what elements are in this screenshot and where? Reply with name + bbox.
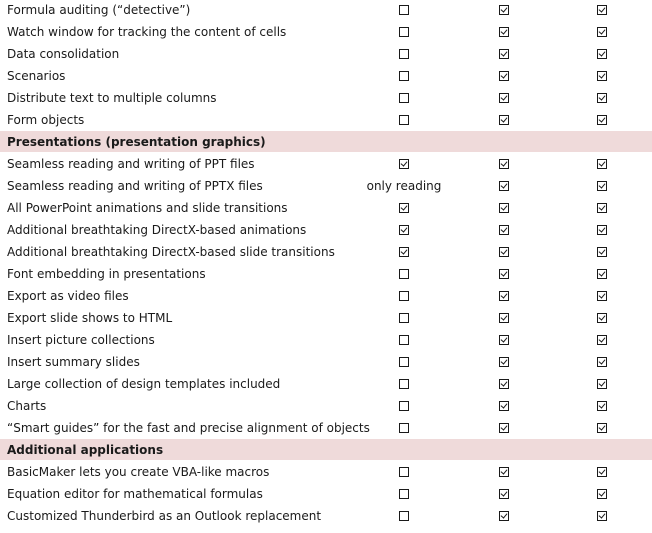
checked-box-icon [499,225,509,235]
unchecked-box-icon [399,71,409,81]
edition-standard-cell [352,395,456,417]
checked-box-icon [499,511,509,521]
checked-box-icon [499,93,509,103]
feature-row [0,197,652,219]
checked-box-icon [597,115,607,125]
edition-professional-cell [456,395,552,417]
feature-row [0,505,652,527]
edition-professional-cell [456,373,552,395]
edition-professional-cell [456,175,552,197]
edition-premium-cell [552,351,652,373]
checked-box-icon [597,379,607,389]
checked-box-icon [597,467,607,477]
edition-professional-cell [456,87,552,109]
checked-box-icon [597,203,607,213]
checked-box-icon [597,291,607,301]
feature-row [0,373,652,395]
edition-professional-cell [456,43,552,65]
edition-standard-cell [352,87,456,109]
checked-box-icon [399,247,409,257]
unchecked-box-icon [399,269,409,279]
feature-label: Large collection of design templates included [0,373,352,395]
unchecked-box-icon [399,401,409,411]
checked-box-icon [597,489,607,499]
checked-box-icon [499,71,509,81]
section-title: Presentations (presentation graphics) [0,131,652,153]
checked-box-icon [399,159,409,169]
edition-premium-cell [552,87,652,109]
feature-label: Additional breathtaking DirectX-based slide transitions [0,241,352,263]
feature-label: Export slide shows to HTML [0,307,352,329]
edition-premium-cell [552,43,652,65]
edition-standard-cell [352,109,456,131]
feature-label: Charts [0,395,352,417]
edition-professional-cell [456,153,552,175]
edition-professional-cell [456,307,552,329]
edition-standard-cell [352,351,456,373]
checked-box-icon [597,93,607,103]
edition-professional-cell [456,0,552,21]
checked-box-icon [399,225,409,235]
checked-box-icon [597,49,607,59]
edition-professional-cell [456,329,552,351]
feature-label: Seamless reading and writing of PPT files [0,153,352,175]
edition-standard-cell [352,505,456,527]
checked-box-icon [499,467,509,477]
feature-row [0,65,652,87]
feature-row [0,219,652,241]
checked-box-icon [597,5,607,15]
checked-box-icon [597,423,607,433]
checked-box-icon [499,115,509,125]
checked-box-icon [499,489,509,499]
checked-box-icon [499,49,509,59]
unchecked-box-icon [399,27,409,37]
feature-row [0,241,652,263]
feature-label: Data consolidation [0,43,352,65]
edition-professional-cell [456,21,552,43]
edition-premium-cell [552,65,652,87]
feature-row [0,307,652,329]
checked-box-icon [499,313,509,323]
checked-box-icon [499,379,509,389]
checked-box-icon [597,357,607,367]
checked-box-icon [597,511,607,521]
edition-premium-cell [552,0,652,21]
edition-professional-cell [456,483,552,505]
checked-box-icon [597,335,607,345]
feature-label: “Smart guides” for the fast and precise alignment of objects [0,417,352,439]
edition-standard-cell [352,373,456,395]
edition-standard-cell [352,0,456,21]
edition-professional-cell [456,461,552,483]
checked-box-icon [499,357,509,367]
edition-professional-cell [456,65,552,87]
checked-box-icon [597,225,607,235]
unchecked-box-icon [399,335,409,345]
feature-row [0,153,652,175]
edition-premium-cell [552,285,652,307]
checked-box-icon [499,203,509,213]
checked-box-icon [597,401,607,411]
edition-professional-cell [456,417,552,439]
edition-premium-cell [552,153,652,175]
edition-standard-cell [352,307,456,329]
feature-label: Insert picture collections [0,329,352,351]
unchecked-box-icon [399,489,409,499]
edition-premium-cell [552,241,652,263]
unchecked-box-icon [399,379,409,389]
checked-box-icon [597,247,607,257]
feature-label: Export as video files [0,285,352,307]
edition-standard-cell [352,241,456,263]
feature-label: Scenarios [0,65,352,87]
edition-premium-cell [552,505,652,527]
edition-premium-cell [552,461,652,483]
edition-premium-cell [552,197,652,219]
edition-standard-cell [352,197,456,219]
edition-premium-cell [552,109,652,131]
feature-label: Formula auditing (“detective”) [0,0,352,21]
feature-row [0,263,652,285]
section-header-row [0,131,652,153]
edition-standard-cell [352,483,456,505]
edition-premium-cell [552,21,652,43]
section-header-row [0,439,652,461]
edition-premium-cell [552,483,652,505]
checked-box-icon [499,247,509,257]
edition-premium-cell [552,373,652,395]
edition-standard-cell [352,285,456,307]
feature-row [0,0,652,21]
checked-box-icon [499,269,509,279]
feature-label: All PowerPoint animations and slide transitions [0,197,352,219]
feature-label: Form objects [0,109,352,131]
checked-box-icon [499,335,509,345]
feature-row [0,351,652,373]
feature-label: Font embedding in presentations [0,263,352,285]
edition-standard-cell [352,153,456,175]
unchecked-box-icon [399,313,409,323]
checked-box-icon [499,181,509,191]
edition-premium-cell [552,307,652,329]
feature-label: Distribute text to multiple columns [0,87,352,109]
feature-label: BasicMaker lets you create VBA-like macros [0,461,352,483]
checked-box-icon [597,269,607,279]
edition-premium-cell [552,219,652,241]
unchecked-box-icon [399,511,409,521]
unchecked-box-icon [399,115,409,125]
edition-standard-cell [352,21,456,43]
checked-box-icon [499,159,509,169]
edition-standard-cell [352,43,456,65]
feature-row [0,87,652,109]
unchecked-box-icon [399,49,409,59]
feature-label: Additional breathtaking DirectX-based animations [0,219,352,241]
edition-premium-cell [552,175,652,197]
feature-row [0,285,652,307]
checked-box-icon [597,159,607,169]
edition-professional-cell [456,505,552,527]
feature-row [0,395,652,417]
checked-box-icon [499,27,509,37]
edition-standard-cell [352,461,456,483]
edition-professional-cell [456,285,552,307]
feature-label: Insert summary slides [0,351,352,373]
unchecked-box-icon [399,467,409,477]
edition-professional-cell [456,109,552,131]
feature-row [0,417,652,439]
checked-box-icon [597,313,607,323]
feature-row [0,329,652,351]
edition-professional-cell [456,241,552,263]
checked-box-icon [499,5,509,15]
feature-row [0,483,652,505]
edition-professional-cell [456,351,552,373]
edition-standard-cell [352,263,456,285]
unchecked-box-icon [399,357,409,367]
availability-note: only reading [366,178,442,193]
feature-row [0,175,652,197]
edition-standard-cell [352,329,456,351]
feature-row [0,109,652,131]
checked-box-icon [597,181,607,191]
section-title: Additional applications [0,439,652,461]
checked-box-icon [499,401,509,411]
edition-premium-cell [552,395,652,417]
checked-box-icon [399,203,409,213]
unchecked-box-icon [399,5,409,15]
unchecked-box-icon [399,423,409,433]
edition-professional-cell [456,263,552,285]
edition-standard-cell [352,175,456,197]
feature-label: Customized Thunderbird as an Outlook replacement [0,505,352,527]
feature-label: Seamless reading and writing of PPTX files [0,175,352,197]
checked-box-icon [499,423,509,433]
unchecked-box-icon [399,291,409,301]
checked-box-icon [597,27,607,37]
edition-standard-cell [352,65,456,87]
checked-box-icon [597,71,607,81]
feature-label: Watch window for tracking the content of cells [0,21,352,43]
unchecked-box-icon [399,93,409,103]
feature-label: Equation editor for mathematical formulas [0,483,352,505]
feature-row [0,43,652,65]
edition-professional-cell [456,197,552,219]
edition-standard-cell [352,219,456,241]
checked-box-icon [499,291,509,301]
edition-premium-cell [552,263,652,285]
feature-row [0,21,652,43]
edition-professional-cell [456,219,552,241]
edition-premium-cell [552,417,652,439]
feature-row [0,461,652,483]
edition-premium-cell [552,329,652,351]
